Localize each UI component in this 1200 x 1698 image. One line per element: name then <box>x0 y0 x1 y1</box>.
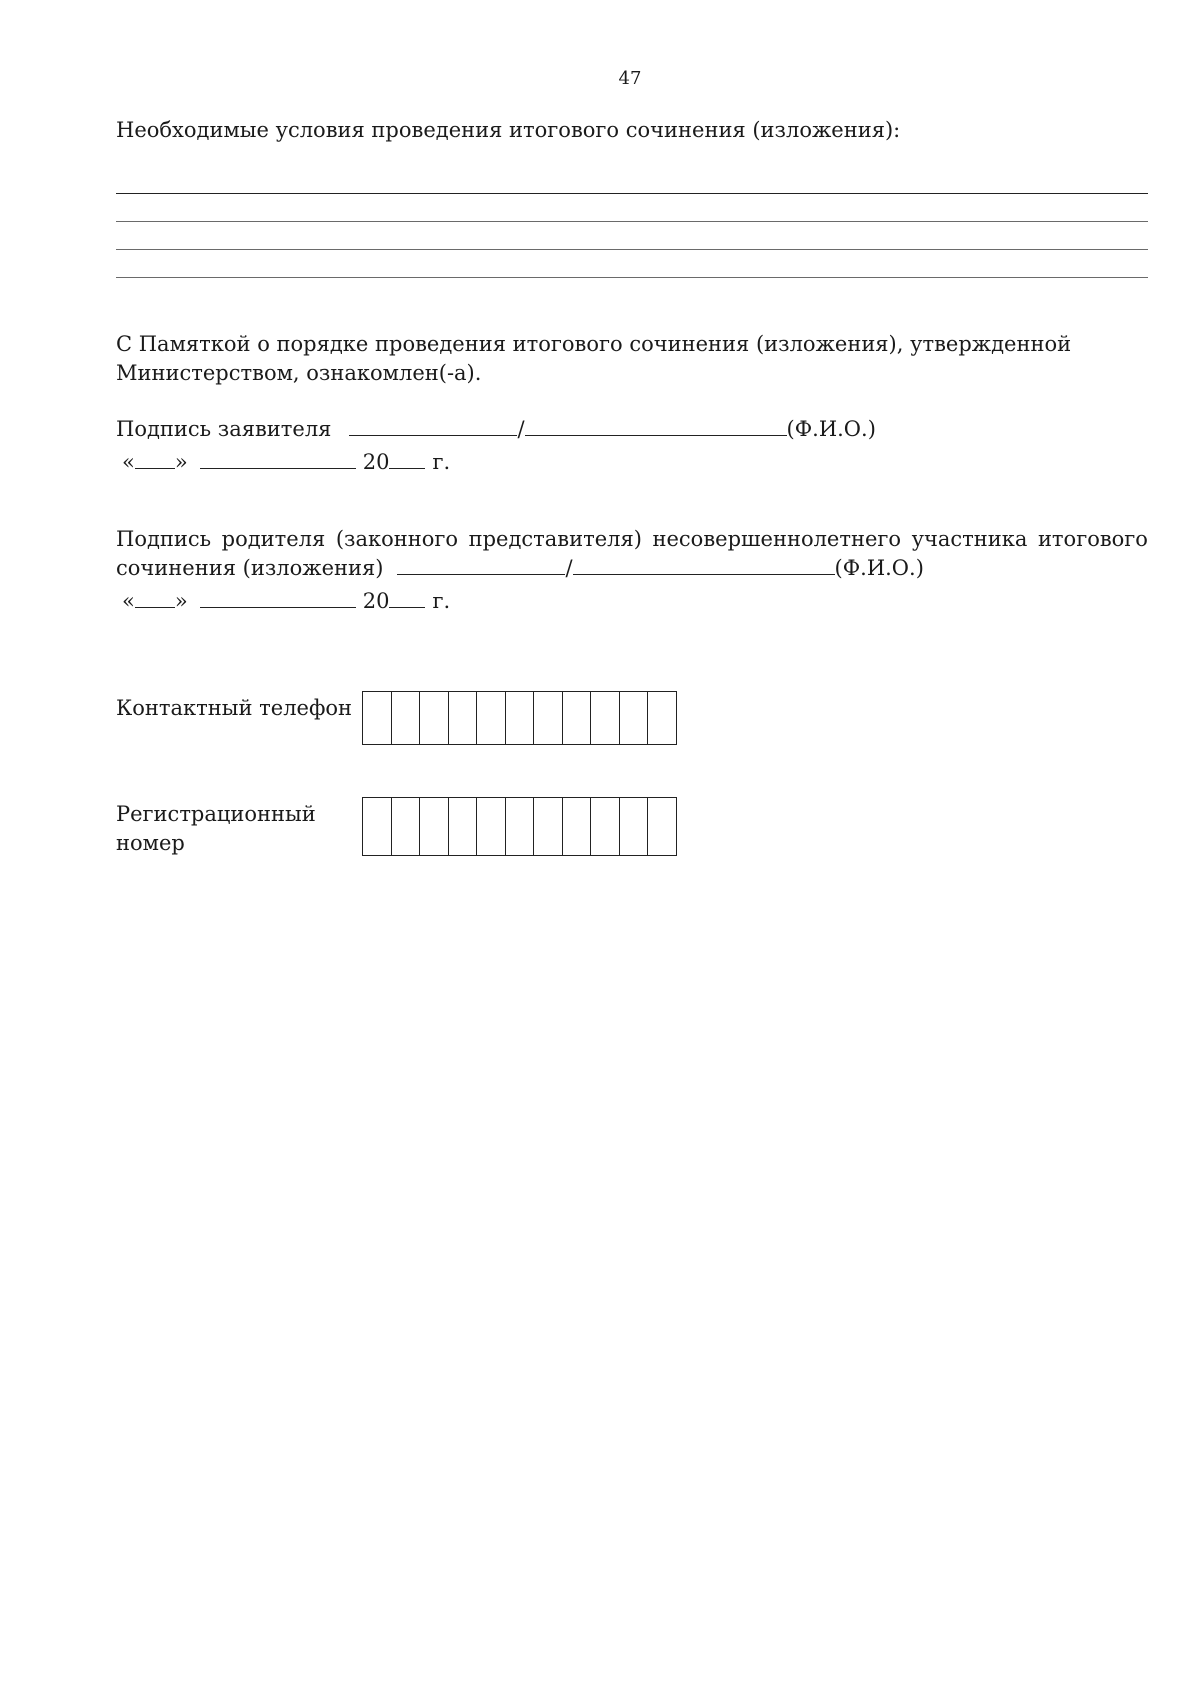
parent-day-field[interactable] <box>135 587 175 608</box>
year-prefix: 20 <box>362 450 390 474</box>
applicant-signature-row <box>116 415 876 442</box>
conditions-line-4[interactable] <box>116 277 1148 278</box>
phone-digit-cell[interactable] <box>449 692 478 744</box>
parent-word: итогового <box>1037 527 1148 551</box>
applicant-day-field[interactable] <box>135 448 175 469</box>
registration-label-line1: Регистрационный <box>116 802 316 826</box>
phone-digit-cell[interactable] <box>363 692 392 744</box>
phone-digit-cell[interactable] <box>477 692 506 744</box>
phone-digit-cell[interactable] <box>534 692 563 744</box>
conditions-line-3[interactable] <box>116 249 1148 250</box>
phone-digit-cell[interactable] <box>648 692 677 744</box>
parent-date-row <box>122 587 450 614</box>
applicant-signature-label: Подпись заявителя <box>116 417 332 441</box>
registration-digit-cell[interactable] <box>591 798 620 855</box>
applicant-fio-field[interactable] <box>525 415 787 436</box>
registration-digit-cell[interactable] <box>534 798 563 855</box>
parent-signature-line2 <box>116 554 924 581</box>
registration-digit-cell[interactable] <box>506 798 535 855</box>
registration-digit-cell[interactable] <box>620 798 649 855</box>
quote-open: « <box>122 589 135 613</box>
parent-word: участника <box>911 527 1028 551</box>
parent-word: представителя) <box>468 527 642 551</box>
conditions-heading: Необходимые условия проведения итогового сочинения (изложения): <box>116 118 901 142</box>
registration-number-label <box>116 800 316 858</box>
registration-label-line2: номер <box>116 831 185 855</box>
registration-digit-cell[interactable] <box>363 798 392 855</box>
registration-digit-cell[interactable] <box>392 798 421 855</box>
quote-open: « <box>122 450 135 474</box>
applicant-date-row <box>122 448 450 475</box>
parent-word: (законного <box>335 527 459 551</box>
fio-label: (Ф.И.О.) <box>834 556 924 580</box>
parent-word: несовершеннолетнего <box>652 527 902 551</box>
applicant-month-field[interactable] <box>200 448 356 469</box>
registration-digit-cell[interactable] <box>420 798 449 855</box>
quote-close: » <box>174 450 188 474</box>
year-suffix: г. <box>432 450 451 474</box>
signature-separator: / <box>565 556 573 580</box>
registration-number-grid[interactable] <box>362 797 677 856</box>
year-suffix: г. <box>432 589 451 613</box>
phone-digit-cell[interactable] <box>506 692 535 744</box>
phone-digit-cell[interactable] <box>563 692 592 744</box>
page-number: 47 <box>618 68 642 89</box>
parent-month-field[interactable] <box>200 587 356 608</box>
contact-phone-grid[interactable] <box>362 691 677 745</box>
applicant-year-field[interactable] <box>389 448 425 469</box>
phone-digit-cell[interactable] <box>392 692 421 744</box>
phone-digit-cell[interactable] <box>591 692 620 744</box>
contact-phone-label: Контактный телефон <box>116 696 353 720</box>
parent-word: Подпись <box>116 527 212 551</box>
parent-signature-label: сочинения (изложения) <box>116 556 384 580</box>
parent-signature-row <box>116 526 1148 552</box>
registration-digit-cell[interactable] <box>449 798 478 855</box>
phone-digit-cell[interactable] <box>620 692 649 744</box>
registration-digit-cell[interactable] <box>477 798 506 855</box>
registration-digit-cell[interactable] <box>648 798 677 855</box>
applicant-signature-field[interactable] <box>349 415 517 436</box>
parent-fio-field[interactable] <box>573 554 835 575</box>
parent-signature-field[interactable] <box>397 554 565 575</box>
year-prefix: 20 <box>362 589 390 613</box>
phone-digit-cell[interactable] <box>420 692 449 744</box>
conditions-line-2[interactable] <box>116 221 1148 222</box>
fio-label: (Ф.И.О.) <box>786 417 876 441</box>
conditions-line-1[interactable] <box>116 193 1148 194</box>
parent-word: родителя <box>221 527 326 551</box>
signature-separator: / <box>517 417 525 441</box>
registration-digit-cell[interactable] <box>563 798 592 855</box>
quote-close: » <box>174 589 188 613</box>
memo-acknowledgement: С Памяткой о порядке проведения итогового сочинения (изложения), утвержденной Министерством, ознакомлен(-а). <box>116 332 1072 385</box>
parent-year-field[interactable] <box>389 587 425 608</box>
